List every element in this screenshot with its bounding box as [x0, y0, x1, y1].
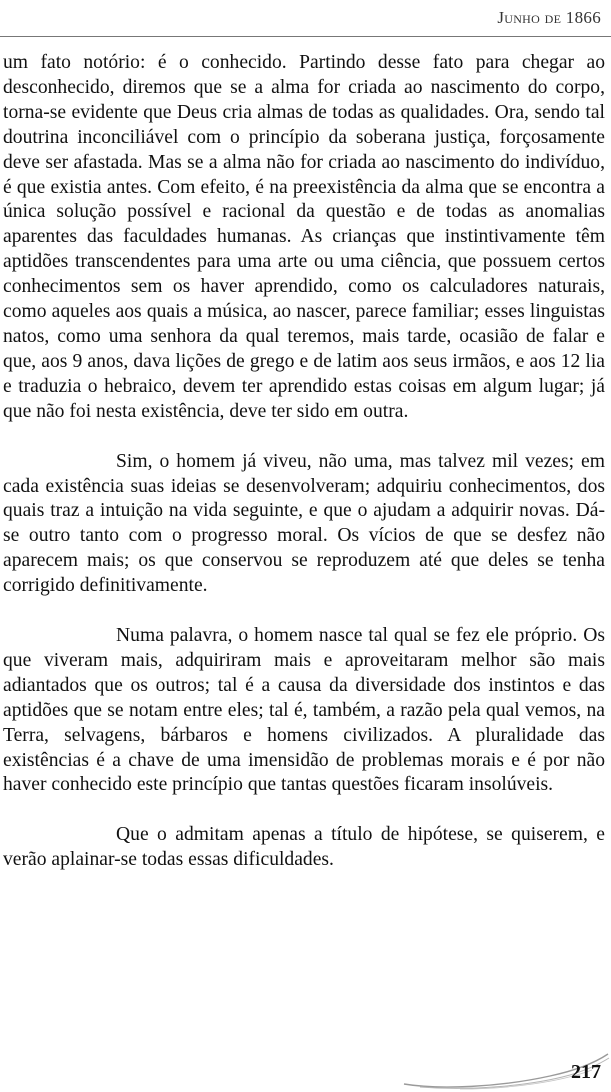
body-text	[3, 51, 605, 873]
paragraph-2: Sim, o homem já viveu, não uma, mas talvez mil vezes; em cada existência suas ideias se desenvolveram; adquiriu conhecimentos, dos quais traz a intuição na vida seguinte, e que o ajudam a adquirir novas. Dá-se outro tanto com o progresso moral. Os vícios de que se desfez não aparecem mais; os que conservou se reproduzem até que deles se tenha corrigido definitivamente.	[3, 450, 605, 597]
paragraph-3: Numa palavra, o homem nasce tal qual se fez ele próprio. Os que viveram mais, adquiriram mais e aproveitaram melhor são mais adiantados que os outros; tal é a causa da diversidade dos instintos e das aptidões que se notam entre eles; tal é, também, a razão pela qual vemos, na Terra, selvagens, bárbaros e homens civilizados. A pluralidade das existências é a chave de uma imensidão de problemas morais e é por não haver conhecido este princípio que tantas questões ficaram insolúveis.	[3, 625, 605, 796]
running-header: Junho de 1866	[497, 8, 601, 27]
page-number: 217	[571, 1061, 601, 1083]
header-rule	[0, 36, 611, 37]
paragraph-4: Que o admitam apenas a título de hipótese, se quiserem, e verão aplainar-se todas essas dificuldades.	[3, 824, 605, 871]
paragraph-1: um fato notório: é o conhecido. Partindo desse fato para chegar ao desconhecido, diremos que se a alma for criada ao nascimento do corpo, torna-se evidente que Deus cria almas de todas as qualidades. Ora, sendo tal doutrina inconciliável com o princípio da soberana justiça, forçosamente deve ser afastada. Mas se a alma não for criada ao nascimento do indivíduo, é que existia antes. Com efeito, é na preexistência da alma que se encontra a única solução possível e racional da questão e de todas as anomalias aparentes das faculdades humanas. As crianças que instintivamente têm aptidões transcendentes para uma arte ou uma ciência, que possuem certos conhecimentos sem os haver aprendido, como os calculadores naturais, como aqueles aos quais a música, ao nascer, parece familiar; esses linguistas natos, como uma senhora da qual teremos, mais tarde, ocasião de falar e que, aos 9 anos, dava lições de grego e de latim aos seus irmãos, e aos 12 lia e traduzia o hebraico, devem ter aprendido estas coisas em algum lugar; já que não foi nesta existência, deve ter sido em outra.	[3, 52, 605, 422]
